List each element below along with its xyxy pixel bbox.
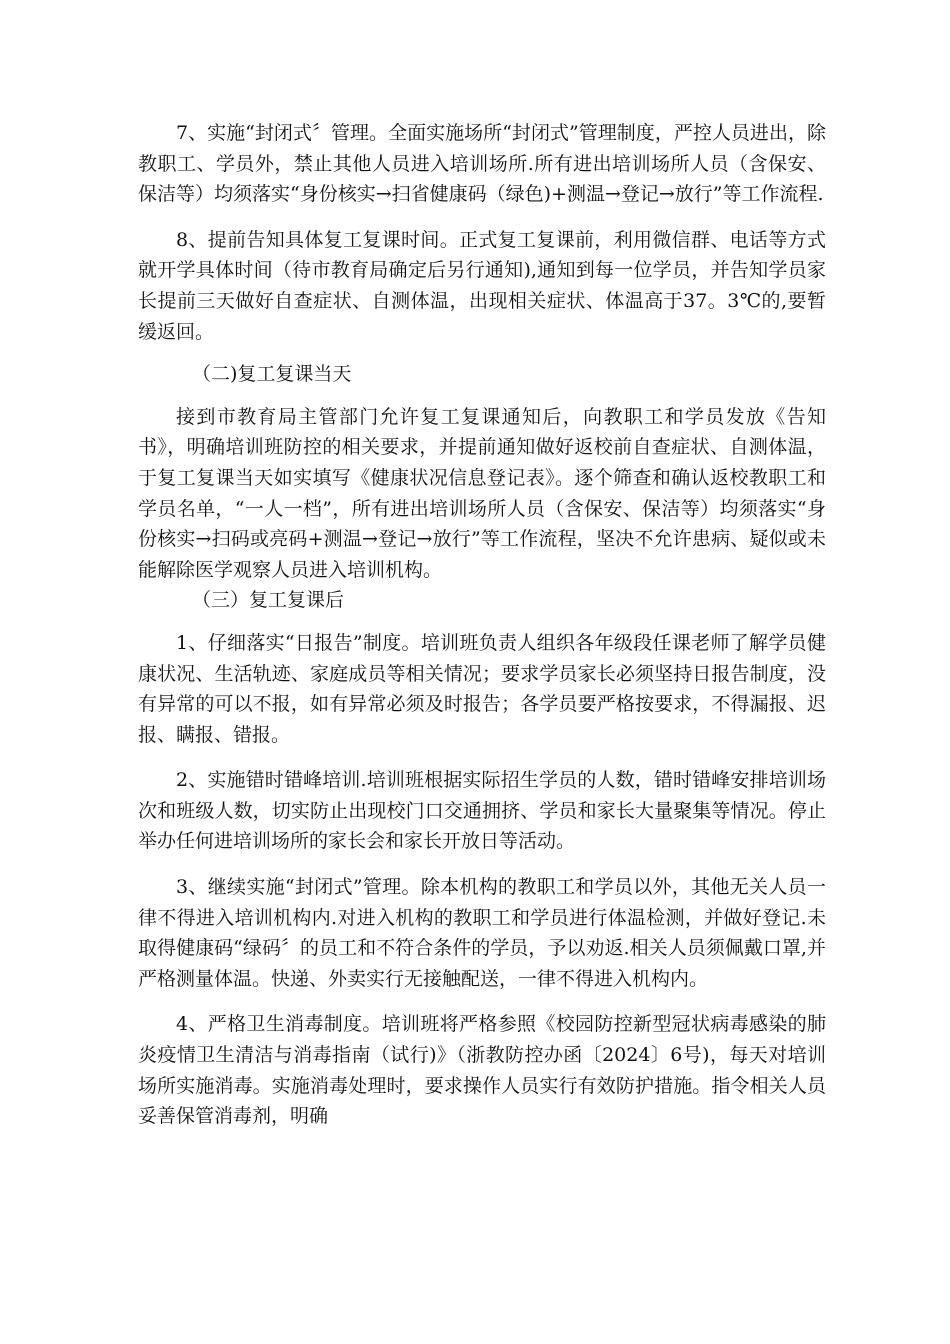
paragraph-item-4: 4、严格卫生消毒制度。培训班将严格参照《校园防控新型冠状病毒感染的肺炎疫情卫生清洁与消毒指南（试行)》（浙教防控办函〔2024〕6号)，每天对培训场所实施消毒。实施消毒处理时，要求操作人员实行有效防护措施。指令相关人员妥善保管消毒剂，明确 [138, 1013, 826, 1128]
paragraph-item-8: 8、提前告知具体复工复课时间。正式复工复课前，利用微信群、电话等方式就开学具体时间（待市教育局确定后另行通知),通知到每一位学员，并告知学员家长提前三天做好自查症状、自测体温，出现相关症状、体温高于37。3℃的,要暂缓返回。 [138, 228, 826, 343]
paragraph-item-7: 7、实施“封闭式〞管理。全面实施场所“封闭式”管理制度，严控人员进出，除教职工、学员外，禁止其他人员进入培训场所.所有进出培训场所人员（含保安、保洁等）均须落实“身份核实→扫省健康码（绿色)+测温→登记→放行”等工作流程. [138, 122, 826, 206]
paragraph-item-3: 3、继续实施“封闭式”管理。除本机构的教职工和学员以外，其他无关人员一律不得进入培训机构内.对进入机构的教职工和学员进行体温检测，并做好登记.未取得健康码“绿码〞的员工和不符合条件的学员，予以劝返.相关人员须佩戴口罩,并严格测量体温。快递、外卖实行无接触配送，一律不得进入机构内。 [138, 876, 826, 990]
paragraph-item-2: 2、实施错时错峰培训.培训班根据实际招生学员的人数，错时错峰安排培训场次和班级人数，切实防止出现校门口交通拥挤、学员和家长大量聚集等情况。停止举办任何进培训场所的家长会和家长开放日等活动。 [138, 769, 826, 853]
section-heading-after-resumption: （三）复工复课后 [192, 589, 345, 612]
paragraph-day-of-resumption: 接到市教育局主管部门允许复工复课通知后，向教职工和学员发放《告知书》，明确培训班防控的相关要求，并提前通知做好返校前自查症状、自测体温，于复工复课当天如实填写《健康状况信息登记表》。逐个筛查和确认返校教职工和学员名单，“一人一档”，所有进出培训场所人员（含保安、保洁等）均须落实“身份核实→扫码或亮码+测温→登记→放行”等工作流程，坚决不允许患病、疑似或未能解除医学观察人员进入培训机构。 [138, 405, 826, 581]
section-heading-day-of-resumption: （二)复工复课当天 [192, 363, 352, 386]
paragraph-item-1: 1、仔细落实“日报告”制度。培训班负责人组织各年级段任课老师了解学员健康状况、生活轨迹、家庭成员等相关情况；要求学员家长必须坚持日报告制度，没有异常的可以不报，如有异常必须及时报告；各学员要严格按要求，不得漏报、迟报、瞒报、错报。 [138, 631, 826, 746]
